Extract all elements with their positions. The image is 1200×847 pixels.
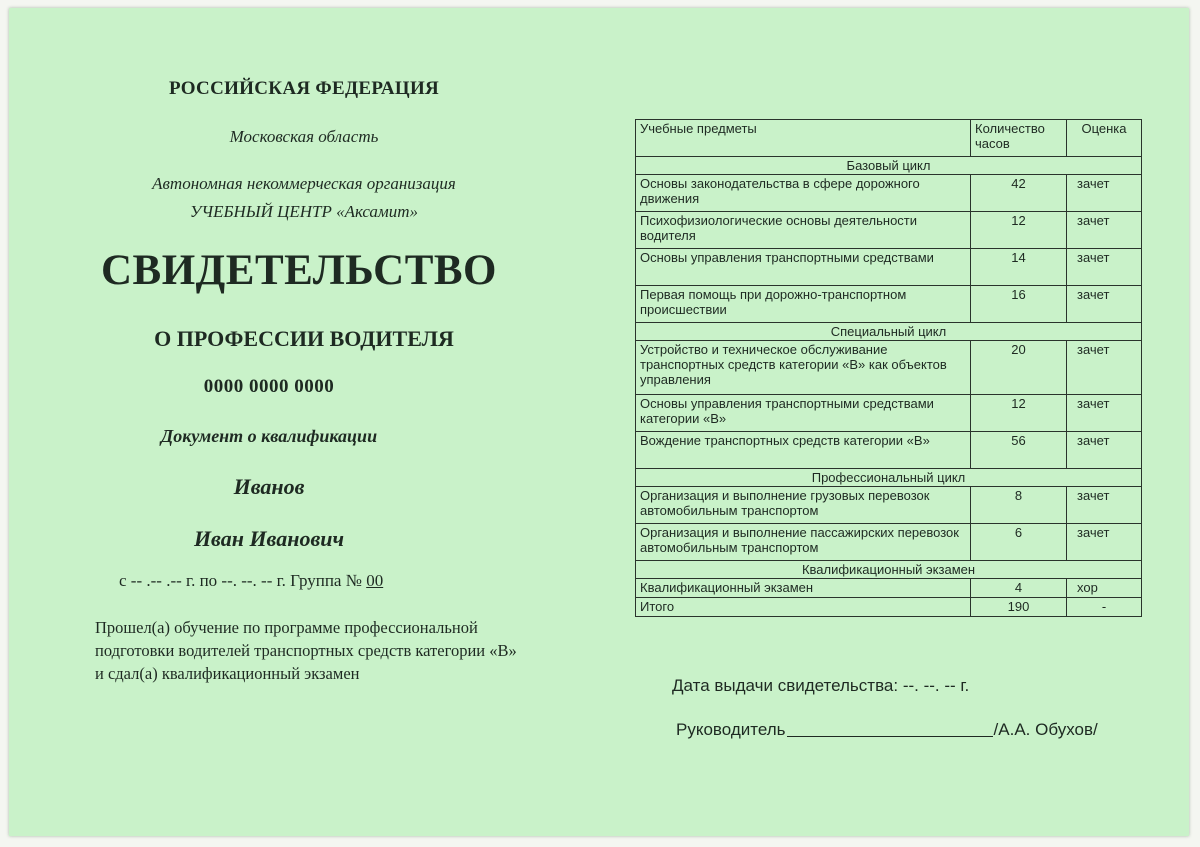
grade-cell: хор bbox=[1067, 579, 1142, 598]
section-title: Квалификационный экзамен bbox=[636, 561, 1142, 579]
training-line: и сдал(а) квалификационный экзамен bbox=[95, 664, 360, 683]
total-row bbox=[636, 598, 1142, 617]
hours-cell: 16 bbox=[971, 286, 1067, 323]
table-row bbox=[636, 395, 1142, 432]
table-header-row bbox=[636, 120, 1142, 157]
total-grade: - bbox=[1067, 598, 1142, 617]
table-row bbox=[636, 175, 1142, 212]
organization-name: УЧЕБНЫЙ ЦЕНТР «Аксамит» bbox=[189, 202, 419, 221]
training-period bbox=[119, 571, 383, 591]
training-line: подготовки водителей транспортных средств категории «В» bbox=[95, 641, 517, 660]
subject-cell: Организация и выполнение грузовых перевозок автомобильным транспортом bbox=[636, 487, 971, 524]
section-row bbox=[636, 157, 1142, 175]
section-row bbox=[636, 323, 1142, 341]
header-subject: Учебные предметы bbox=[636, 120, 971, 157]
document-subtitle: О ПРОФЕССИИ ВОДИТЕЛЯ bbox=[154, 326, 454, 351]
grade-cell: зачет bbox=[1067, 249, 1142, 286]
issue-date: Дата выдачи свидетельства: --. --. -- г. bbox=[672, 676, 970, 695]
subject-cell: Основы законодательства в сфере дорожного движения bbox=[636, 175, 971, 212]
holder-given-names: Иван Иванович bbox=[193, 526, 345, 551]
grade-cell: зачет bbox=[1067, 286, 1142, 323]
table-row bbox=[636, 579, 1142, 598]
total-label: Итого bbox=[636, 598, 971, 617]
group-number: 00 bbox=[366, 571, 384, 590]
hours-cell: 8 bbox=[971, 487, 1067, 524]
subject-cell: Основы управления транспортными средствами bbox=[636, 249, 971, 286]
subject-cell: Основы управления транспортными средствами категории «В» bbox=[636, 395, 971, 432]
subject-cell: Квалификационный экзамен bbox=[636, 579, 971, 598]
grade-cell: зачет bbox=[1067, 212, 1142, 249]
hours-cell: 56 bbox=[971, 432, 1067, 469]
head-label: Руководитель bbox=[676, 720, 786, 739]
holder-surname: Иванов bbox=[233, 474, 305, 499]
country-heading: РОССИЙСКАЯ ФЕДЕРАЦИЯ bbox=[168, 78, 440, 99]
hours-cell: 42 bbox=[971, 175, 1067, 212]
header-grade: Оценка bbox=[1067, 120, 1142, 157]
training-line: Прошел(а) обучение по программе профессиональной bbox=[95, 618, 478, 637]
grade-cell: зачет bbox=[1067, 524, 1142, 561]
certificate-front bbox=[9, 8, 599, 836]
qualification-label: Документ о квалификации bbox=[160, 426, 378, 446]
section-row bbox=[636, 561, 1142, 579]
grade-cell: зачет bbox=[1067, 395, 1142, 432]
table-row bbox=[636, 212, 1142, 249]
organization-type: Автономная некоммерческая организация bbox=[152, 174, 456, 193]
signature-line bbox=[787, 719, 993, 737]
subject-cell: Первая помощь при дорожно-транспортном происшествии bbox=[636, 286, 971, 323]
subject-cell: Организация и выполнение пассажирских перевозок автомобильным транспортом bbox=[636, 524, 971, 561]
hours-cell: 6 bbox=[971, 524, 1067, 561]
head-signature bbox=[676, 719, 1098, 740]
subject-cell: Вождение транспортных средств категории «В» bbox=[636, 432, 971, 469]
section-title: Базовый цикл bbox=[636, 157, 1142, 175]
grade-cell: зачет bbox=[1067, 487, 1142, 524]
section-title: Профессиональный цикл bbox=[636, 469, 1142, 487]
grade-cell: зачет bbox=[1067, 175, 1142, 212]
subjects-table bbox=[635, 119, 1142, 617]
region-label: Московская область bbox=[229, 127, 379, 146]
header-hours: Количество часов bbox=[971, 120, 1067, 157]
hours-cell: 12 bbox=[971, 212, 1067, 249]
table-row bbox=[636, 487, 1142, 524]
certificate-sheet bbox=[9, 8, 1189, 836]
period-text: с -- .-- .-- г. по --. --. -- г. Группа № bbox=[119, 571, 362, 590]
grade-cell: зачет bbox=[1067, 432, 1142, 469]
training-statement bbox=[95, 616, 595, 685]
subject-cell: Психофизиологические основы деятельности водителя bbox=[636, 212, 971, 249]
hours-cell: 4 bbox=[971, 579, 1067, 598]
hours-cell: 12 bbox=[971, 395, 1067, 432]
document-title: СВИДЕТЕЛЬСТВО bbox=[101, 247, 497, 294]
head-name: /А.А. Обухов/ bbox=[993, 720, 1098, 739]
table-row bbox=[636, 341, 1142, 395]
table-row bbox=[636, 524, 1142, 561]
section-title: Специальный цикл bbox=[636, 323, 1142, 341]
total-hours: 190 bbox=[971, 598, 1067, 617]
table-row bbox=[636, 432, 1142, 469]
table-row bbox=[636, 286, 1142, 323]
document-number: 0000 0000 0000 bbox=[203, 376, 335, 397]
table-row bbox=[636, 249, 1142, 286]
subject-cell: Устройство и техническое обслуживание транспортных средств категории «В» как объектов управления bbox=[636, 341, 971, 395]
hours-cell: 20 bbox=[971, 341, 1067, 395]
hours-cell: 14 bbox=[971, 249, 1067, 286]
grade-cell: зачет bbox=[1067, 341, 1142, 395]
section-row bbox=[636, 469, 1142, 487]
